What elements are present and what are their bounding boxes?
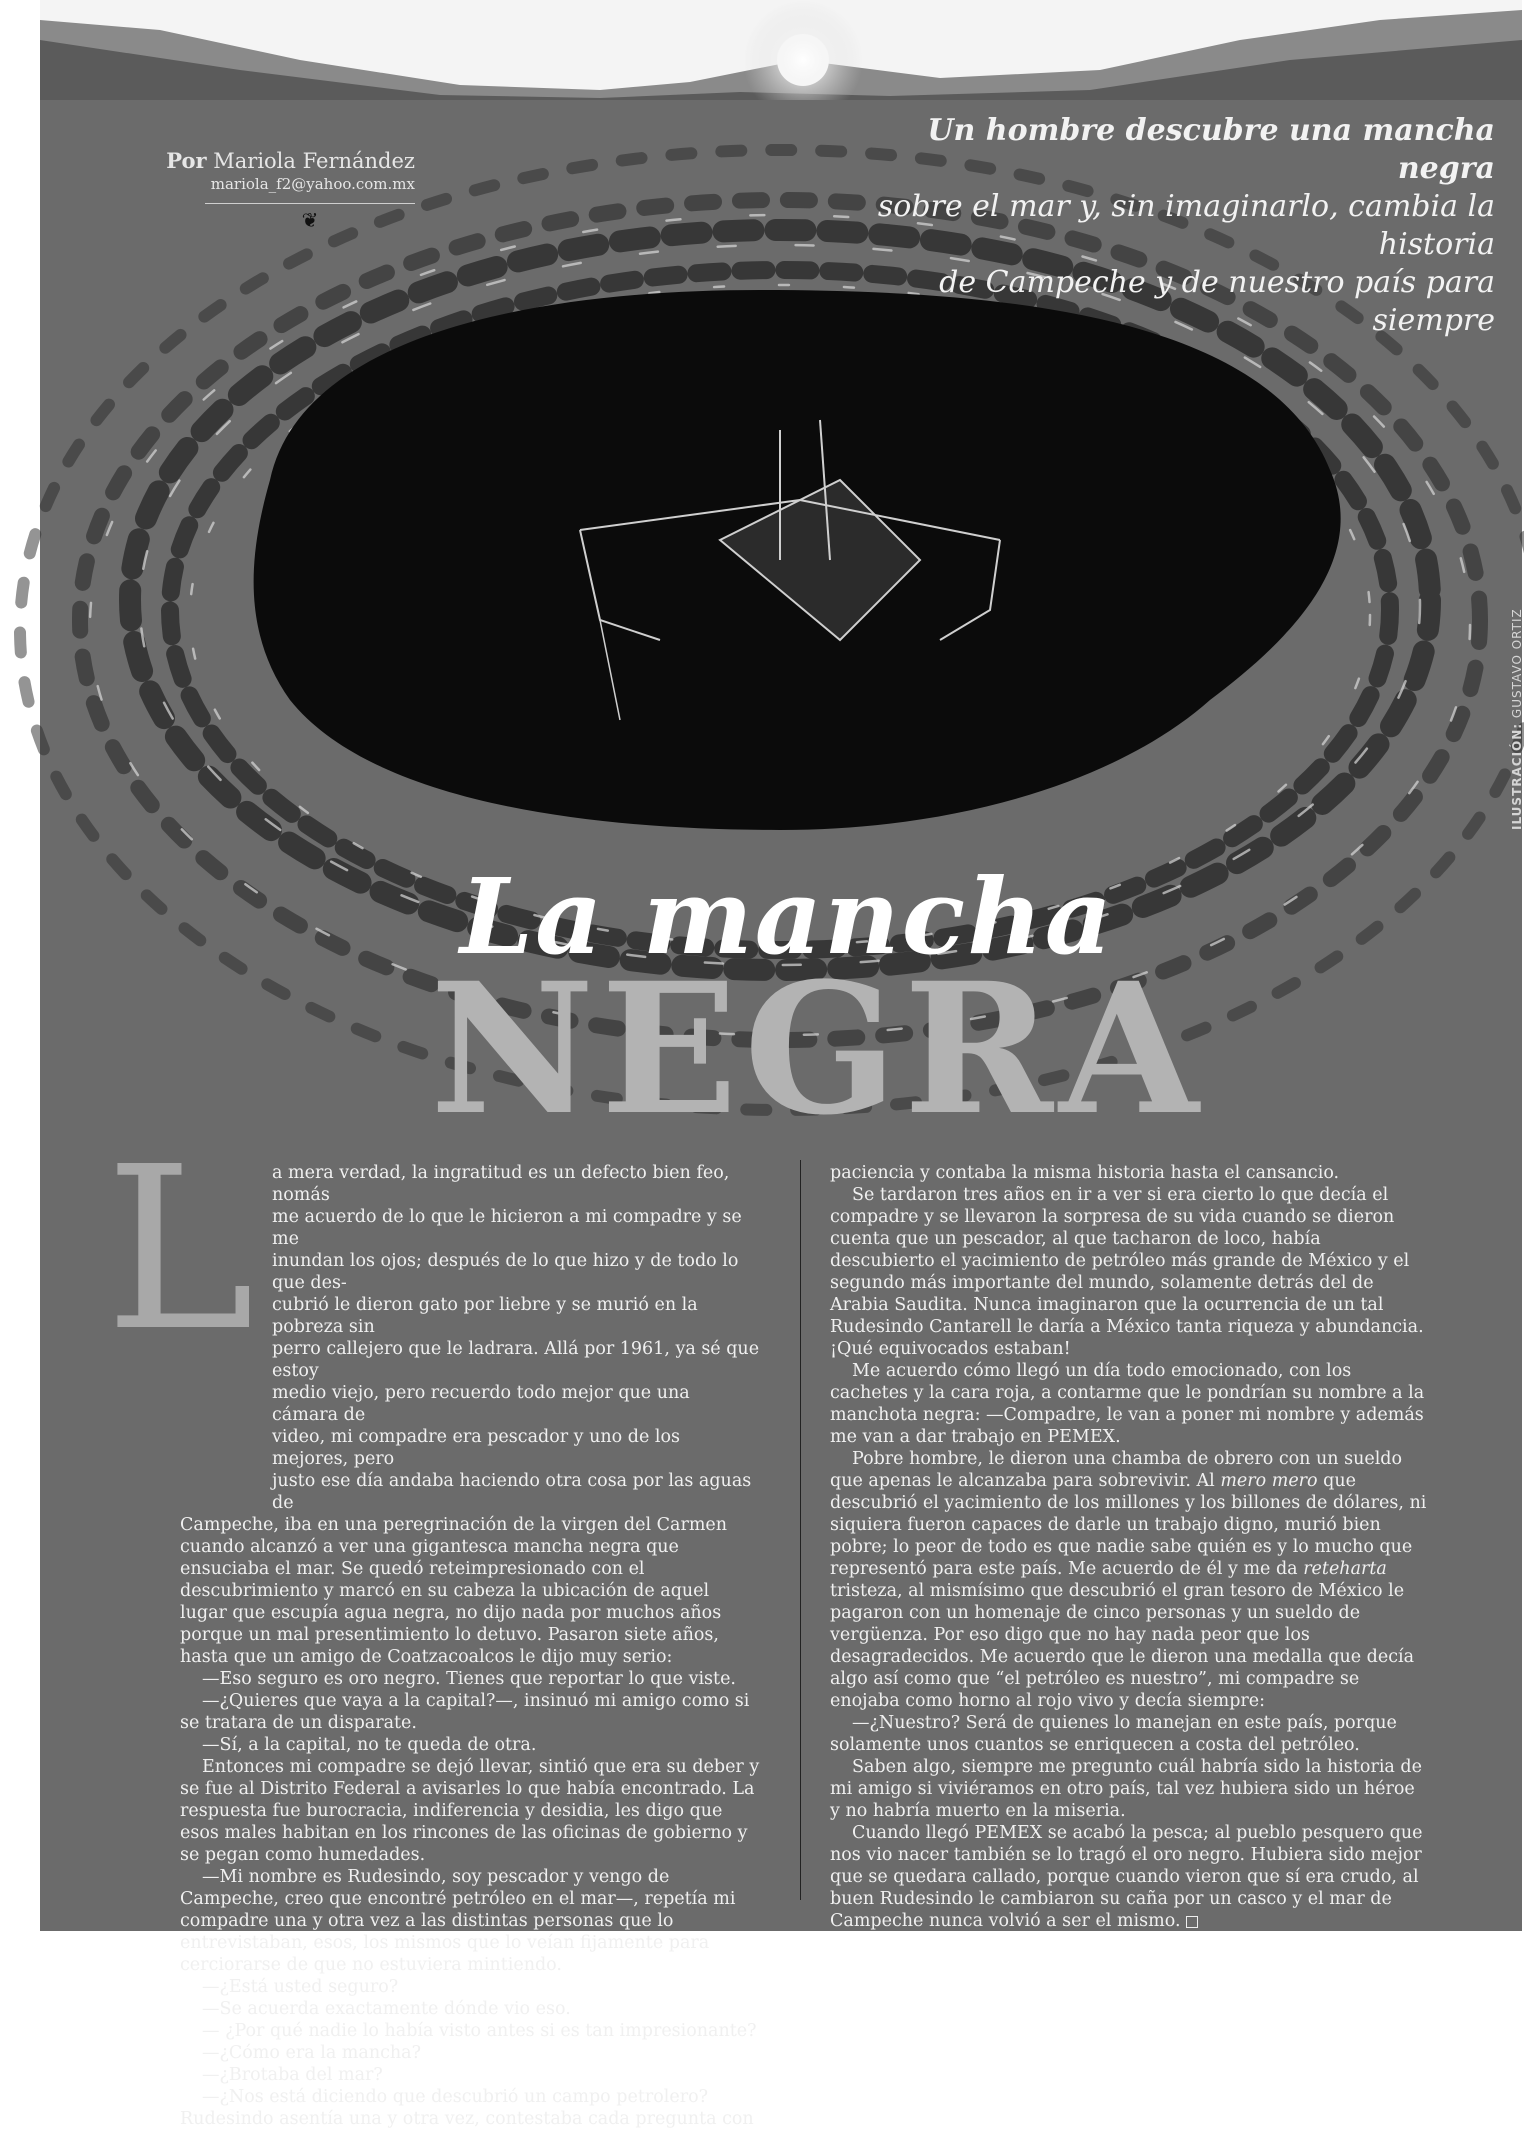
deck-line-3: de Campeche y de nuestro país para siempre: [939, 265, 1495, 338]
article-column-2: [830, 1162, 1430, 1932]
paragraph: Campeche, iba en una peregrinación de la virgen del Carmen cuando alcanzó a ver una gigantesca mancha negra que ensuciaba el mar. Se quedó reteimpresionado con el descubrimiento y marcó en su cabeza la ubicación de aquel lugar que escupía agua negra, no dijo nada por muchos años porque un mal presentimiento lo detuvo. Pasaron siete años, hasta que un amigo de Coatzacoalcos le dijo muy serio:: [180, 1515, 728, 1667]
paragraph: —¿Brotaba del mar?: [202, 2065, 383, 2085]
paragraph: — ¿Por qué nadie lo había visto antes si es tan impresionante?: [202, 2021, 757, 2041]
end-mark-icon: [1186, 1916, 1198, 1928]
paragraph: Rudesindo asentía una y otra vez, contestaba cada pregunta con: [180, 2109, 754, 2129]
paragraph: a mera verdad, la ingratitud es un defecto bien feo, nomás me acuerdo de lo que le hicieron a mi compadre y se me inundan los ojos; después de lo que hizo y de todo lo que des- cubrió le dieron gato por liebre y se murió en la pobreza sin perro callejero que le ladrara. Allá por 1961, ya sé que estoy medio viejo, pero recuerdo todo mejor que una cámara de video, mi compadre era pescador y uno de los mejores, pero justo ese día andaba haciendo otra cosa por las aguas de: [272, 1163, 760, 1513]
deck-line-1: Un hombre descubre una mancha negra: [927, 113, 1495, 186]
headline-line-1: La mancha: [460, 855, 1115, 978]
paragraph: Se tardaron tres años en ir a ver si era cierto lo que decía el compadre y se llevaron la sorpresa de su vida cuando se dieron cuenta que un pescador, al que tacharon de loco, había descubierto el yacimiento de petróleo más grande de México y el segundo más importante del mundo, solamente detrás del de Arabia Saudita. Nunca imaginaron que la ocurrencia de un tal Rudesindo Cantarell le daría a México tanta riqueza y abundancia. ¡Qué equivocados estaban!: [830, 1185, 1424, 1359]
byline-divider: [205, 203, 415, 204]
paragraph: —Se acuerda exactamente dónde vio eso.: [202, 1999, 571, 2019]
paragraph: —¿Está usted seguro?: [202, 1977, 399, 1997]
paragraph: —¿Nos está diciendo que descubrió un campo petrolero?: [202, 2087, 708, 2107]
paragraph: Saben algo, siempre me pregunto cuál habría sido la historia de mi amigo si viviéramos en otro país, tal vez hubiera sido un héroe y no habría muerto en la miseria.: [830, 1757, 1422, 1821]
paragraph: Me acuerdo cómo llegó un día todo emocionado, con los cachetes y la cara roja, a contarme que le pondrían su nombre a la manchota negra: —Compadre, le van a poner mi nombre y además me van a dar trabajo en PEMEX.: [830, 1361, 1425, 1447]
article-deck: [830, 112, 1495, 340]
headline-line-2: NEGRA: [430, 944, 1205, 1155]
deck-line-2: sobre el mar y, sin imaginarlo, cambia la historia: [877, 189, 1495, 262]
paragraph: —¿Quieres que vaya a la capital?—, insinuó mi amigo como si se tratara de un disparate.: [180, 1691, 750, 1733]
paragraph: Pobre hombre, le dieron una chamba de obrero con un sueldo que apenas le alcanzaba para sobrevivir. Al mero mero que descubrió el yacimiento de los millones y los billones de dólares, ni siquiera fueron capaces de darle un trabajo digno, murió bien pobre; lo peor de todo es que nadie sabe quién es y lo mucho que representó para este país. Me acuerdo de él y me da reteharta tristeza, al mismísimo que descubrió el gran tesoro de México le pagaron con un homenaje de cinco personas y un sueldo de vergüenza. Por eso digo que no hay nada peor que los desagradecidos. Me acuerdo que le dieron una medalla que decía algo así como que “el petróleo es nuestro”, mi compadre se enojaba como horno al rojo vivo y decía siempre:: [830, 1449, 1427, 1711]
magazine-page: [40, 0, 1524, 2129]
byline: [145, 148, 415, 232]
paragraph: —Mi nombre es Rudesindo, soy pescador y vengo de Campeche, creo que encontré petróleo en el mar—, repetía mi compadre una y otra vez a las distintas personas que lo entrevistaban, esos, los mismos que lo veían fijamente para cerciorarse de que no estuviera mintiendo.: [180, 1867, 736, 1975]
paragraph: —Sí, a la capital, no te queda de otra.: [202, 1735, 537, 1755]
ornament-icon: ❦: [301, 208, 319, 232]
article-column-1: [180, 1162, 760, 2130]
paragraph: —¿Cómo era la mancha?: [202, 2043, 421, 2063]
byline-author: Por Mariola Fernández: [166, 148, 415, 173]
paragraph: Cuando llegó PEMEX se acabó la pesca; al pueblo pesquero que nos vio nacer también se lo tragó el oro negro. Hubiera sido mejor que se quedara callado, porque cuando vieron que sí era crudo, al buen Rudesindo le cambiaron su caña por un casco y el mar de Campeche nunca volvió a ser el mismo.: [830, 1823, 1423, 1931]
drop-cap: L: [105, 1119, 255, 1381]
paragraph: Entonces mi compadre se dejó llevar, sintió que era su deber y se fue al Distrito Federal a avisarles lo que había encontrado. La respuesta fue burocracia, indiferencia y desidia, les digo que esos males habitan en los rincones de las oficinas de gobierno y se pegan como humedades.: [180, 1757, 760, 1865]
byline-email: mariola_f2@yahoo.com.mx: [210, 175, 415, 193]
paragraph: —¿Nuestro? Será de quienes lo manejan en este país, porque solamente unos cuantos se enriquecen a costa del petróleo.: [830, 1713, 1397, 1755]
illustration-credit: ILUSTRACIÓN: GUSTAVO ORTIZ: [1510, 608, 1524, 830]
paragraph: paciencia y contaba la misma historia hasta el cansancio.: [830, 1163, 1340, 1183]
paragraph: —Eso seguro es oro negro. Tienes que reportar lo que viste.: [202, 1669, 736, 1689]
column-divider: [800, 1160, 801, 1900]
